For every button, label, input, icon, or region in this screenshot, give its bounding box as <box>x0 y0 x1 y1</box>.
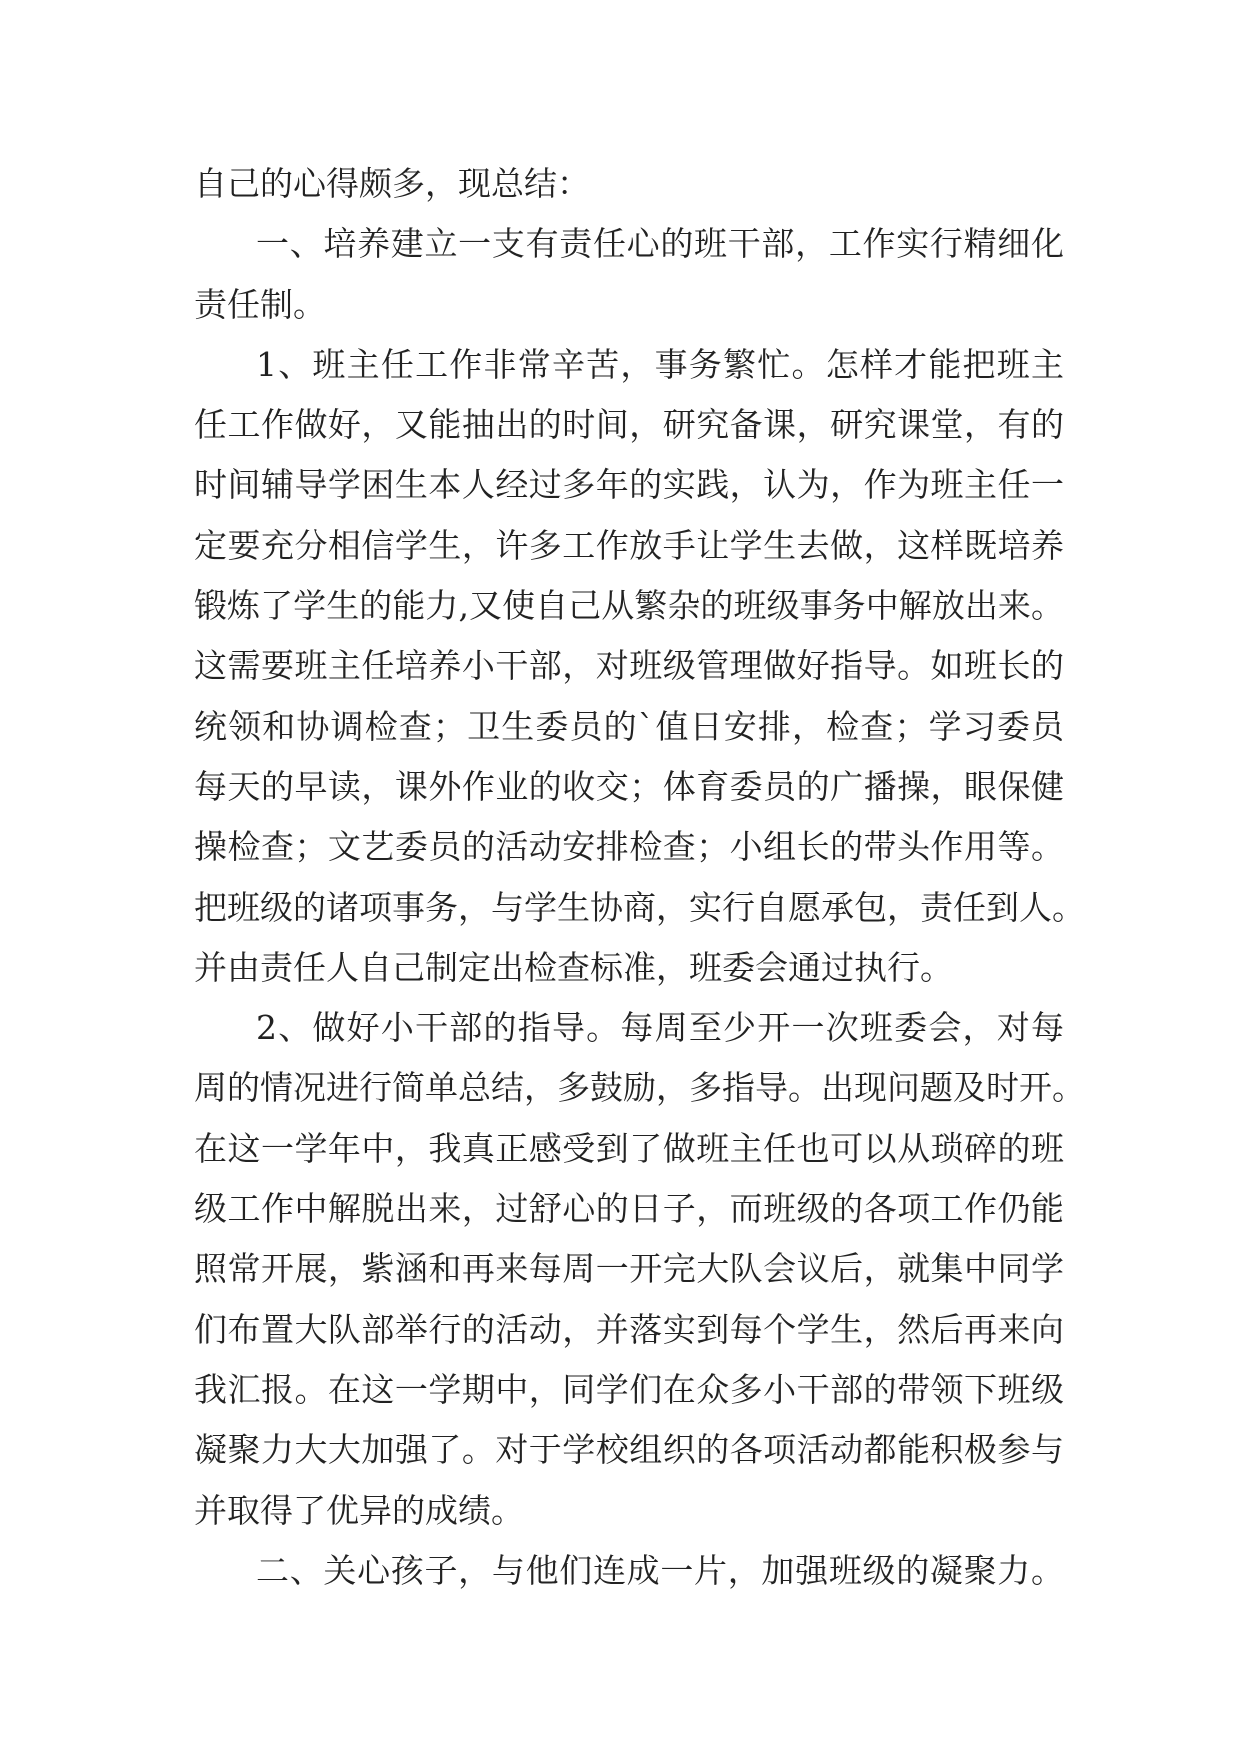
section-heading-2: 二、关心孩子，与他们连成一片，加强班级的凝聚力。 <box>256 1550 1064 1590</box>
text-line: 并由责任人自己制定出检查标准，班委会通过执行。 <box>194 947 953 987</box>
body-text <box>194 154 1085 1601</box>
text-line: 时间辅导学困生本人经过多年的实践，认为，作为班主任一 <box>194 465 1064 505</box>
text-line: 操检查；文艺委员的活动安排检查；小组长的带头作用等。 <box>194 827 1064 867</box>
text-line: 凝聚力大大加强了。对于学校组织的各项活动都能积极参与 <box>194 1430 1064 1470</box>
text-line: 锻炼了学生的能力,又使自己从繁杂的班级事务中解放出来。 <box>194 586 1064 626</box>
text-line: 定要充分相信学生，许多工作放手让学生去做，这样既培养 <box>194 525 1064 565</box>
text-line: 级工作中解脱出来，过舒心的日子，而班级的各项工作仍能 <box>194 1189 1064 1229</box>
text-line: 在这一学年中，我真正感受到了做班主任也可以从琐碎的班 <box>194 1128 1064 1168</box>
text-line: 这需要班主任培养小干部，对班级管理做好指导。如班长的 <box>194 646 1064 686</box>
section-heading-1: 一、培养建立一支有责任心的班干部，工作实行精细化 <box>256 224 1064 264</box>
text-line: 并取得了优异的成绩。 <box>194 1490 524 1530</box>
text-line: 责任制。 <box>194 284 326 324</box>
text-line: 们布置大队部举行的活动，并落实到每个学生，然后再来向 <box>194 1309 1064 1349</box>
text-line: 每天的早读，课外作业的收交；体育委员的广播操，眼保健 <box>194 766 1064 806</box>
text-line: 任工作做好，又能抽出的时间，研究备课，研究课堂，有的 <box>194 405 1064 445</box>
text-line: 我汇报。在这一学期中，同学们在众多小干部的带领下班级 <box>194 1369 1064 1409</box>
text-line: 自己的心得颇多，现总结： <box>194 164 590 203</box>
paragraph-2-start: 2、做好小干部的指导。每周至少开一次班委会，对每 <box>256 1008 1064 1048</box>
text-line: 周的情况进行简单总结，多鼓励，多指导。出现问题及时开。 <box>194 1068 1085 1108</box>
paragraph-1-start: 1、班主任工作非常辛苦，事务繁忙。怎样才能把班主 <box>256 344 1064 384</box>
text-line: 统领和协调检查；卫生委员的`值日安排，检查；学习委员 <box>194 706 1064 746</box>
text-line: 照常开展，紫涵和再来每周一开完大队会议后，就集中同学 <box>194 1249 1064 1289</box>
text-line: 把班级的诸项事务，与学生协商，实行自愿承包，责任到人。 <box>194 887 1085 927</box>
